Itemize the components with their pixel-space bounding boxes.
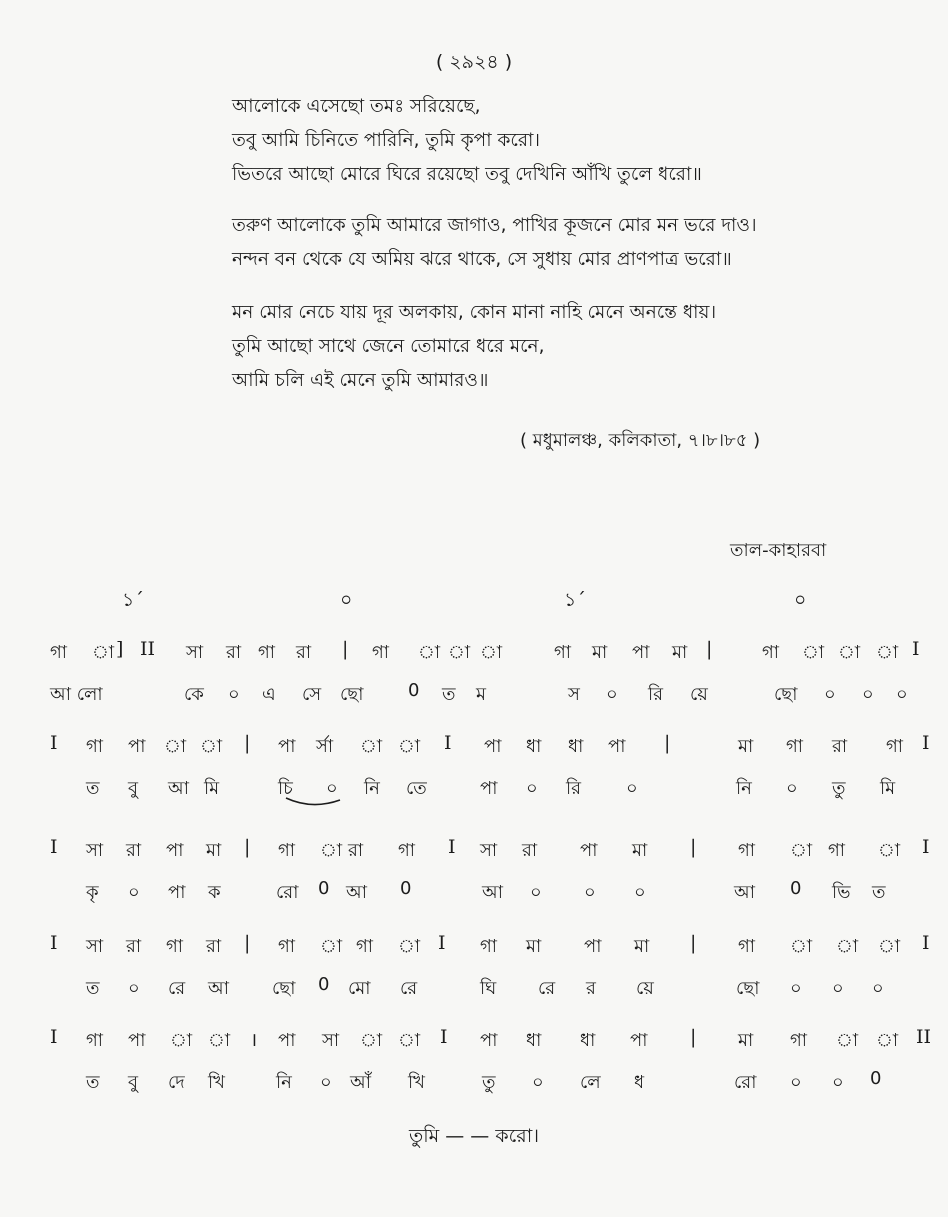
- notation-row: [0, 832, 948, 922]
- swara-note: রা: [348, 840, 364, 861]
- lyric-syllable: মি: [880, 778, 896, 799]
- swara-note: মা: [738, 1030, 754, 1051]
- lyric-syllable: ০: [634, 882, 646, 903]
- swara-note: া: [320, 840, 343, 861]
- lyric-syllable: ০: [530, 882, 542, 903]
- swara-note: গা: [480, 936, 498, 957]
- swara-note: পা: [584, 936, 602, 957]
- lyric-syllable: দে: [168, 1072, 185, 1093]
- lyric-syllable: ক: [208, 882, 221, 903]
- swara-note: গা: [86, 736, 104, 757]
- lyric-syllable: 0: [790, 878, 802, 899]
- verse-line: তবু আমি চিনিতে পারিনি, তুমি কৃপা করো।: [232, 130, 540, 151]
- lyric-syllable: নি: [364, 778, 380, 799]
- lyric-syllable: ০: [584, 882, 596, 903]
- lyric-syllable: নি: [276, 1072, 292, 1093]
- bar-line: I: [922, 836, 930, 858]
- swara-note: পা: [278, 736, 296, 757]
- notation-row: [0, 634, 948, 724]
- bar-line: |: [690, 836, 697, 858]
- lyric-syllable: র: [586, 978, 596, 999]
- swara-note: া: [418, 642, 441, 663]
- swara-note: মা: [632, 840, 648, 861]
- swara-note: গা: [786, 736, 804, 757]
- swara-note: া: [836, 1030, 859, 1051]
- lyric-syllable: ০: [128, 978, 140, 999]
- lyric-syllable: 0: [400, 878, 412, 899]
- swara-note: পা: [278, 1030, 296, 1051]
- bar-line: II: [140, 638, 156, 660]
- swara-note: া: [398, 936, 421, 957]
- lyric-syllable: রে: [400, 978, 418, 999]
- lyric-syllable: য়ে: [690, 684, 708, 705]
- bar-line: |: [244, 932, 251, 954]
- lyric-syllable: ০: [872, 978, 884, 999]
- swara-note: ধা: [526, 736, 542, 757]
- swara-note: া: [790, 936, 813, 957]
- lyric-syllable: আঁ: [350, 1072, 371, 1093]
- lyric-syllable: আ লো: [50, 684, 103, 705]
- swara-note: পা: [128, 1030, 146, 1051]
- swara-note: া: [838, 642, 861, 663]
- swara-note: া: [876, 1030, 899, 1051]
- swara-note: মা: [672, 642, 688, 663]
- swara-note: পা: [580, 840, 598, 861]
- swara-note: গা: [278, 840, 296, 861]
- lyric-syllable: আ: [346, 882, 367, 903]
- bar-line: I: [912, 638, 920, 660]
- lyric-syllable: তু: [832, 778, 846, 799]
- swara-note: া: [878, 840, 901, 861]
- swara-note: গা: [790, 1030, 808, 1051]
- lyric-syllable: আ: [168, 778, 189, 799]
- swara-note: সা: [322, 1030, 340, 1051]
- lyric-syllable: মি: [204, 778, 220, 799]
- swara-note: পা: [608, 736, 626, 757]
- lyric-syllable: পা: [480, 778, 498, 799]
- notation-row: [0, 1022, 948, 1112]
- swara-note: রা: [126, 936, 142, 957]
- bar-line: |: [690, 1026, 697, 1048]
- swara-note: া: [802, 642, 825, 663]
- lyric-syllable: ০: [228, 684, 240, 705]
- lyric-syllable: তে: [406, 778, 427, 799]
- lyric-syllable: ০: [824, 684, 836, 705]
- lyric-syllable: ০: [896, 684, 908, 705]
- bar-line: |: [706, 638, 713, 660]
- swara-note: া: [876, 642, 899, 663]
- lyric-syllable: 0: [318, 974, 330, 995]
- swara-note: রা: [126, 840, 142, 861]
- bar-line: I: [50, 732, 58, 754]
- lyric-syllable: ০: [606, 684, 618, 705]
- swara-note: সা: [186, 642, 204, 663]
- bar-line: |: [342, 638, 349, 660]
- lyric-syllable: ০: [790, 978, 802, 999]
- lyric-syllable: ম: [476, 684, 486, 705]
- lyric-syllable: এ: [262, 684, 276, 705]
- verse-line: ভিতরে আছো মোরে ঘিরে রয়েছো তবু দেখিনি আঁখি তুলে ধরো॥: [232, 164, 702, 185]
- lyric-syllable: ০: [786, 778, 798, 799]
- lyric-syllable: ত: [442, 684, 456, 705]
- swara-note: পা: [632, 642, 650, 663]
- swara-note: ধা: [568, 736, 584, 757]
- lyric-syllable: নি: [736, 778, 752, 799]
- bar-line: ।: [250, 1029, 258, 1051]
- lyric-syllable: ত: [872, 882, 886, 903]
- swara-note: ধা: [526, 1030, 542, 1051]
- lyric-syllable: লে: [580, 1072, 601, 1093]
- swara-note: রা: [522, 840, 538, 861]
- verse-line: মন মোর নেচে যায় দূর অলকায়, কোন মানা নাহি মেনে অনন্তে ধায়।: [232, 302, 717, 323]
- swara-note: মা: [526, 936, 542, 957]
- lyric-syllable: ত: [86, 978, 100, 999]
- lyric-syllable: ০: [832, 1072, 844, 1093]
- lyric-syllable: ছো: [736, 978, 760, 999]
- lyric-syllable: আ: [734, 882, 755, 903]
- lyric-syllable: ০: [526, 778, 538, 799]
- swara-note: া: [92, 642, 115, 663]
- swara-note: গা: [738, 936, 756, 957]
- swara-note: গা: [886, 736, 904, 757]
- swara-note: া: [480, 642, 503, 663]
- swara-note: মা: [634, 936, 650, 957]
- swara-note: া: [320, 936, 343, 957]
- swara-note: গা: [828, 840, 846, 861]
- swara-note: গা: [738, 840, 756, 861]
- swara-note: র্সা: [316, 736, 334, 757]
- lyric-syllable: ০: [326, 778, 338, 799]
- lyric-syllable: ০: [832, 978, 844, 999]
- bar-line: |: [664, 732, 671, 754]
- swara-note: া: [398, 1030, 421, 1051]
- lyric-syllable: রো: [734, 1072, 757, 1093]
- swara-note: গা: [554, 642, 572, 663]
- bar-line: I: [50, 932, 58, 954]
- bar-line: I: [440, 1026, 448, 1048]
- swara-note: রা: [226, 642, 242, 663]
- swara-note: া: [448, 642, 471, 663]
- swara-note: গা: [258, 642, 276, 663]
- swara-note: মা: [206, 840, 222, 861]
- lyric-syllable: ০: [862, 684, 874, 705]
- swara-note: গা: [398, 840, 416, 861]
- stanza-3: [232, 296, 716, 398]
- lyric-syllable: 0: [318, 878, 330, 899]
- bar-line: I: [438, 932, 446, 954]
- lyric-syllable: ধ: [634, 1072, 645, 1093]
- swara-note: া: [170, 1030, 193, 1051]
- swara-note: সা: [480, 840, 498, 861]
- lyric-syllable: য়ে: [636, 978, 654, 999]
- swara-note: মা: [738, 736, 754, 757]
- verse-line: তুমি আছো সাথে জেনে তোমারে ধরে মনে,: [232, 336, 545, 357]
- lyric-syllable: ০: [532, 1072, 544, 1093]
- swara-note: া: [836, 936, 859, 957]
- swara-note: া: [790, 840, 813, 861]
- swara-note: রা: [206, 936, 222, 957]
- bar-line: I: [922, 932, 930, 954]
- swara-note: ধা: [580, 1030, 596, 1051]
- lyric-syllable: রে: [168, 978, 186, 999]
- swara-note: পা: [484, 736, 502, 757]
- notation-row: [0, 928, 948, 1018]
- lyric-syllable: সে: [302, 684, 322, 705]
- lyric-syllable: রি: [566, 778, 582, 799]
- swara-note: সা: [86, 936, 104, 957]
- lyric-syllable: ত: [86, 1072, 100, 1093]
- bar-line: |: [690, 932, 697, 954]
- swara-note: া: [208, 1030, 231, 1051]
- lyric-syllable: কে: [184, 684, 204, 705]
- swara-note: গা: [356, 936, 374, 957]
- beat-mark: ০: [794, 589, 807, 611]
- lyric-syllable: পা: [168, 882, 186, 903]
- lyric-syllable: মো: [348, 978, 371, 999]
- lyric-syllable: স: [568, 684, 580, 705]
- swara-note: মা: [592, 642, 608, 663]
- lyric-syllable: খি: [408, 1072, 425, 1093]
- lyric-syllable: খি: [208, 1072, 225, 1093]
- verse-line: আলোকে এসেছো তমঃ সরিয়েছে,: [232, 96, 481, 117]
- swara-note: রা: [296, 642, 312, 663]
- lyric-syllable: চি: [278, 778, 293, 799]
- swara-note: া: [360, 1030, 383, 1051]
- lyric-syllable: বু: [128, 1072, 139, 1093]
- page-number: ( ২৯২৪ ): [435, 51, 513, 73]
- notation-row: [0, 728, 948, 818]
- lyric-syllable: ভি: [832, 882, 851, 903]
- lyric-syllable: ঘি: [480, 978, 497, 999]
- verse-line: নন্দন বন থেকে যে অমিয় ঝরে থাকে, সে সুধায় মোর প্রাণপাত্র ভরো॥: [232, 249, 732, 270]
- source-citation: ( মধুমালঞ্চ, কলিকাতা, ৭।৮।৮৫ ): [520, 430, 761, 451]
- lyric-syllable: কৃ: [86, 882, 99, 903]
- lyric-syllable: তু: [482, 1072, 496, 1093]
- swara-note: গা: [50, 642, 68, 663]
- lyric-syllable: ০: [128, 882, 140, 903]
- swara-note: সা: [86, 840, 104, 861]
- bar-line: ]: [116, 638, 124, 660]
- swara-note: গা: [372, 642, 390, 663]
- slur-mark: [284, 796, 344, 810]
- bar-line: I: [50, 836, 58, 858]
- lyric-syllable: ০: [626, 778, 638, 799]
- bar-line: I: [448, 836, 456, 858]
- lyric-syllable: ছো: [340, 684, 364, 705]
- bar-line: I: [922, 732, 930, 754]
- bar-line: I: [444, 732, 452, 754]
- bar-line: |: [244, 732, 251, 754]
- verse-line: আমি চলি এই মেনে তুমি আমারও॥: [232, 370, 489, 391]
- lyric-syllable: রো: [276, 882, 299, 903]
- swara-note: পা: [480, 1030, 498, 1051]
- lyric-syllable: ০: [320, 1072, 332, 1093]
- swara-note: রা: [832, 736, 848, 757]
- lyric-syllable: ত: [86, 778, 100, 799]
- lyric-syllable: আ: [482, 882, 503, 903]
- swara-note: া: [878, 936, 901, 957]
- beat-mark: ০: [340, 589, 353, 611]
- verse-line: তরুণ আলোকে তুমি আমারে জাগাও, পাখির কূজনে মোর মন ভরে দাও।: [232, 215, 757, 236]
- lyric-syllable: বু: [128, 778, 139, 799]
- bar-line: |: [244, 836, 251, 858]
- swara-note: া: [200, 736, 223, 757]
- swara-note: গা: [166, 936, 184, 957]
- lyric-syllable: 0: [408, 680, 420, 701]
- beat-mark: ১´: [122, 589, 144, 611]
- swara-note: পা: [630, 1030, 648, 1051]
- swara-note: া: [398, 736, 421, 757]
- lyric-syllable: রি: [648, 684, 664, 705]
- beat-mark: ১´: [564, 589, 586, 611]
- lyric-syllable: ০: [790, 1072, 802, 1093]
- lyric-syllable: ছো: [272, 978, 296, 999]
- lyric-syllable: আ: [208, 978, 229, 999]
- swara-note: পা: [166, 840, 184, 861]
- bar-line: II: [916, 1026, 932, 1048]
- swara-note: গা: [86, 1030, 104, 1051]
- lyric-syllable: রে: [538, 978, 556, 999]
- bar-line: I: [50, 1026, 58, 1048]
- ending-line: তুমি — — করো।: [408, 1125, 540, 1147]
- swara-note: গা: [762, 642, 780, 663]
- lyric-syllable: 0: [870, 1068, 882, 1089]
- tala-label: তাল-কাহারবা: [730, 540, 827, 561]
- stanza-1: [232, 90, 702, 192]
- swara-note: পা: [128, 736, 146, 757]
- swara-note: া: [164, 736, 187, 757]
- lyric-syllable: ছো: [774, 684, 798, 705]
- stanza-2: [232, 209, 757, 277]
- swara-note: গা: [278, 936, 296, 957]
- swara-note: া: [360, 736, 383, 757]
